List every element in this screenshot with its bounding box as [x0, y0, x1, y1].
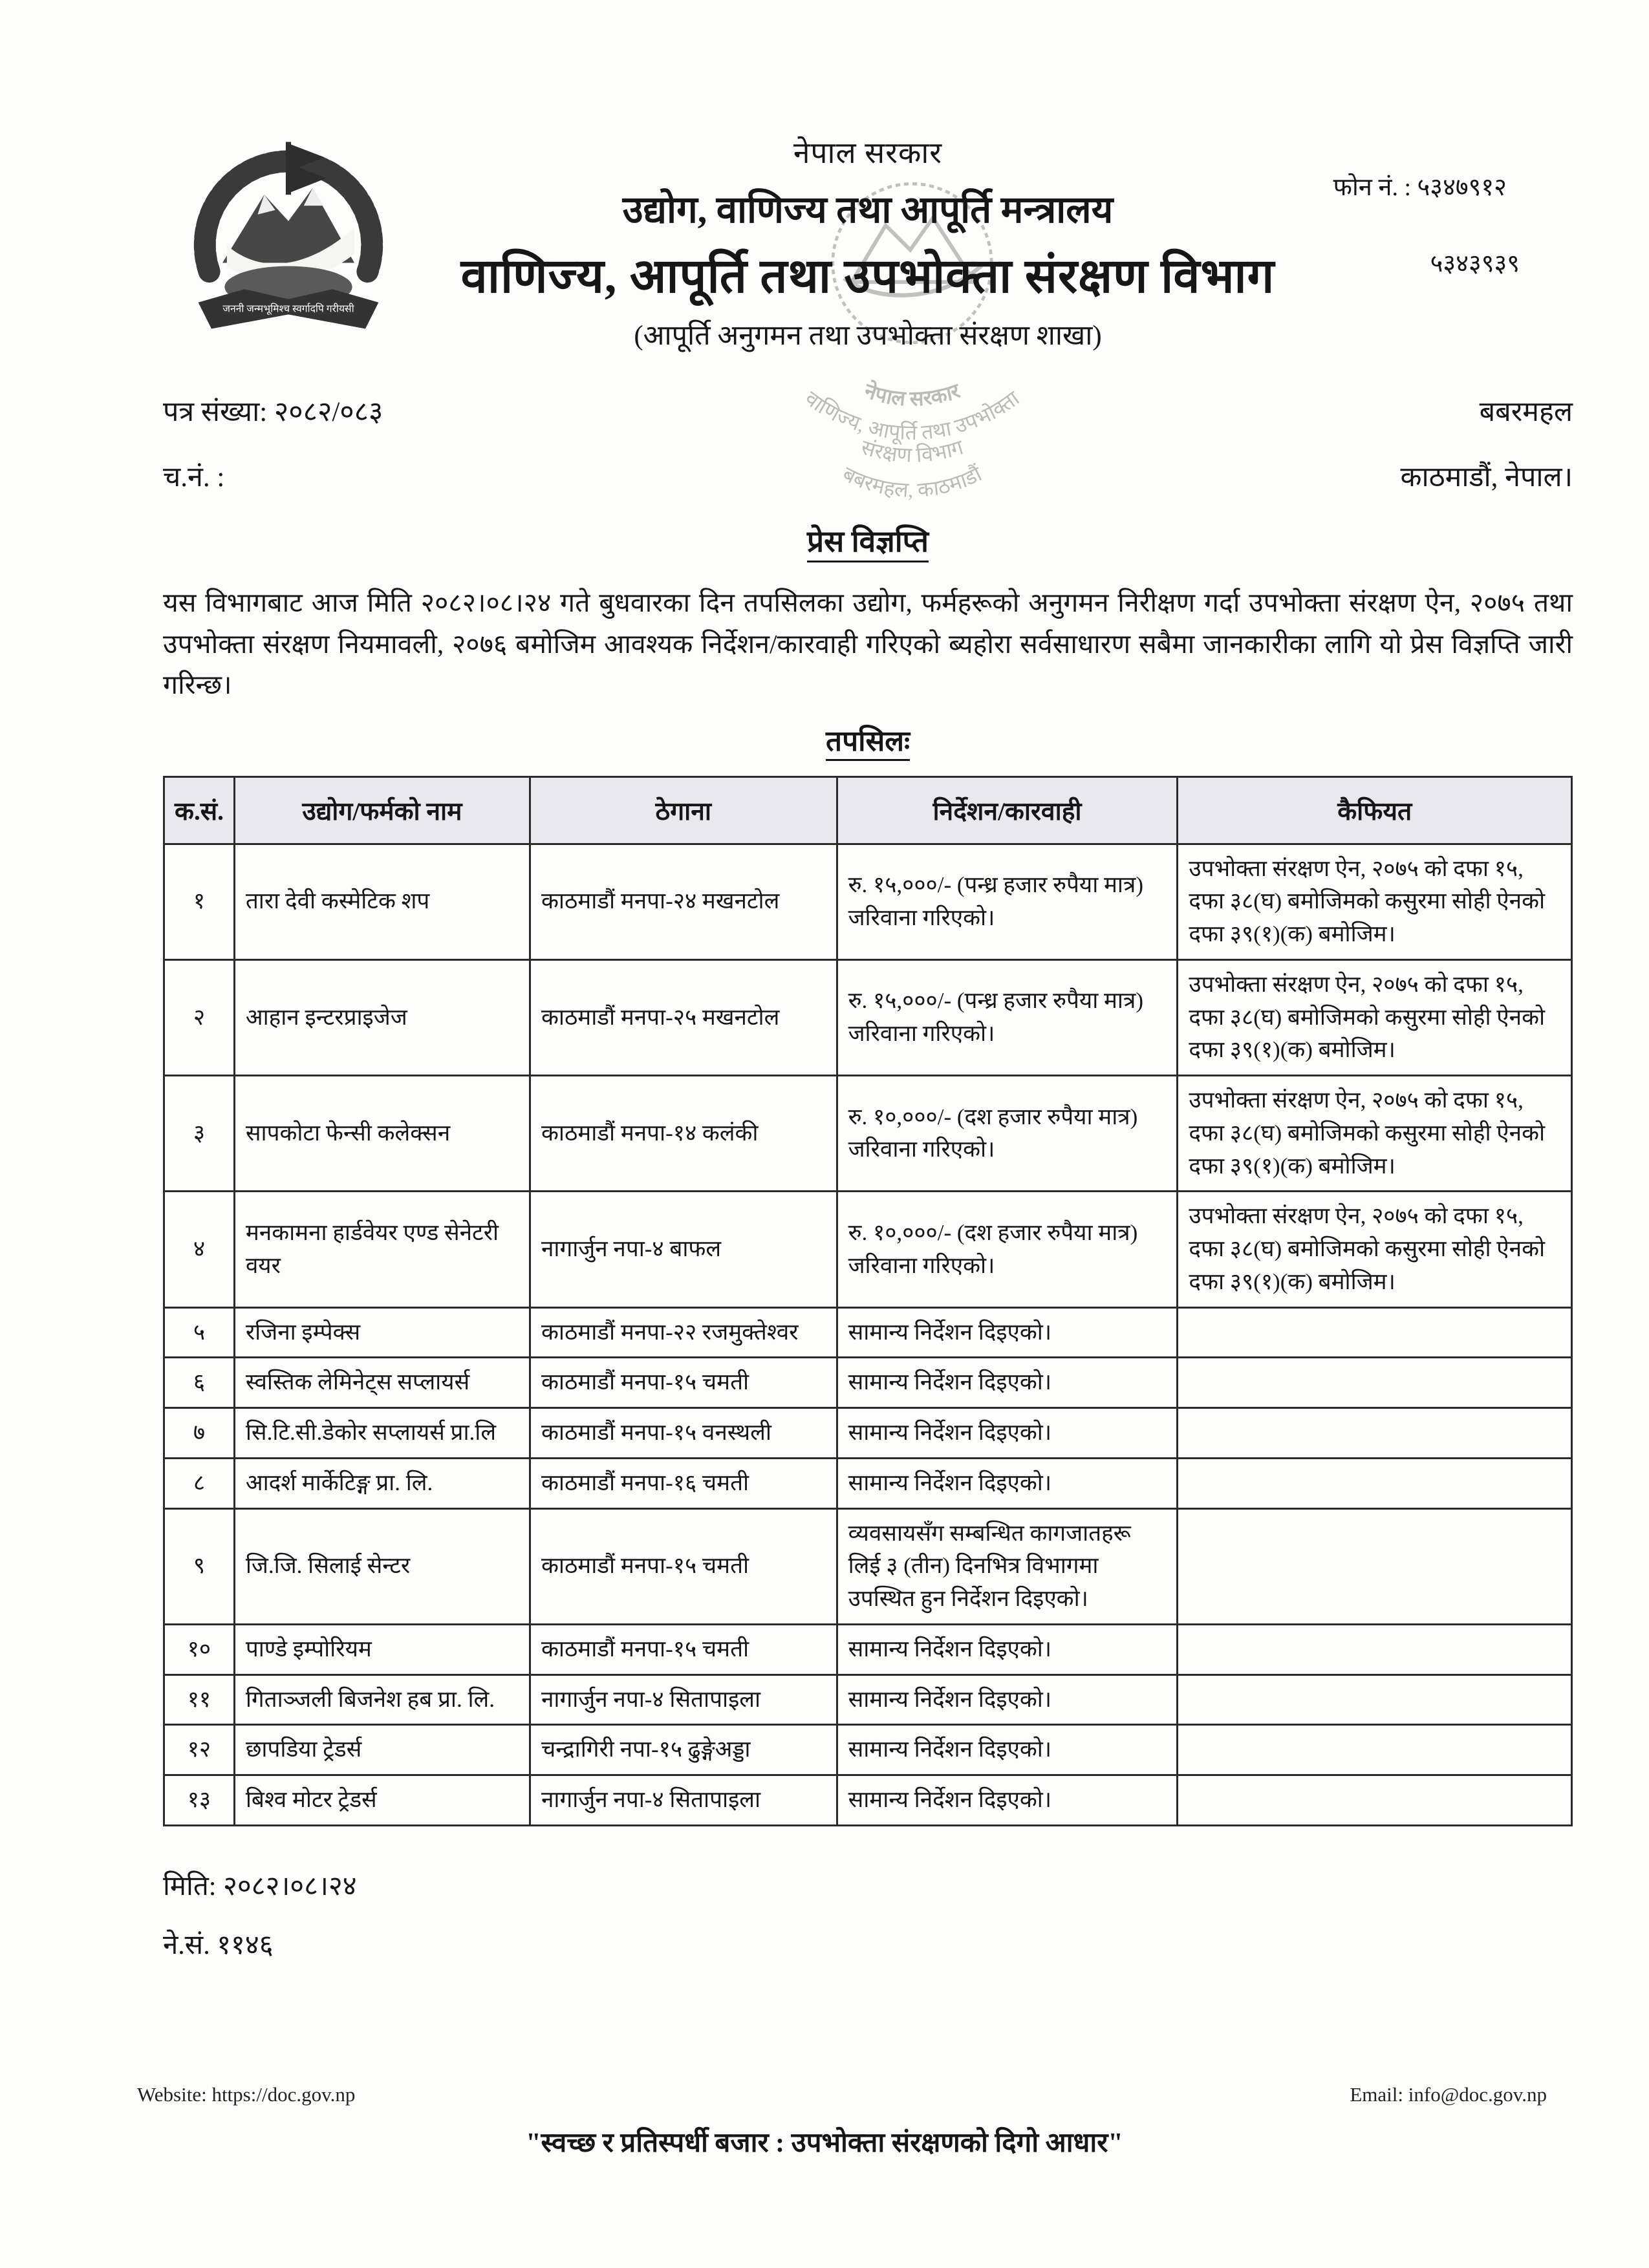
- table-cell: ४: [164, 1192, 235, 1307]
- table-cell: [1178, 1408, 1572, 1459]
- office-location: बबरमहल: [1479, 397, 1573, 428]
- table-cell: सामान्य निर्देशन दिइएको।: [837, 1408, 1178, 1459]
- table-cell: सामान्य निर्देशन दिइएको।: [837, 1307, 1178, 1358]
- table-cell: आदर्श मार्केटिङ्ग प्रा. लि.: [234, 1458, 530, 1508]
- footer-bar: [137, 2083, 1547, 2106]
- table-cell: [1178, 1458, 1572, 1508]
- table-cell: उपभोक्ता संरक्षण ऐन, २०७५ को दफा १५, दफा ३८(घ) बमोजिमको कसुरमा सोही ऐनको दफा ३९(१)(क) बमोजिम।: [1178, 844, 1572, 959]
- letter-number: पत्र संख्या: २०८२/०८३: [163, 397, 383, 428]
- website-link[interactable]: Website: https://doc.gov.np: [137, 2083, 356, 2106]
- table-cell: ७: [164, 1408, 235, 1459]
- dispatch-number: च.नं. :: [163, 462, 225, 493]
- table-cell: काठमाडौं मनपा-१४ कलंकी: [530, 1076, 837, 1192]
- stamp-line-3: संरक्षण विभाग: [858, 435, 966, 467]
- table-row: [164, 959, 1572, 1075]
- reference-row: [163, 391, 1573, 429]
- table-row: [164, 1408, 1572, 1459]
- table-cell: रु. १०,०००/- (दश हजार रुपैया मात्र) जरिवाना गरिएको।: [837, 1076, 1178, 1192]
- table-cell: बिश्व मोटर ट्रेडर्स: [234, 1775, 530, 1826]
- table-cell: ११: [164, 1674, 235, 1725]
- inspection-table: [163, 776, 1573, 1826]
- table-cell: गिताञ्जली बिजनेश हब प्रा. लि.: [234, 1674, 530, 1725]
- table-cell: ५: [164, 1307, 235, 1358]
- press-release-body: यस विभागबाट आज मिति २०८२।०८।२४ गते बुधवारका दिन तपसिलका उद्योग, फर्महरूको अनुगमन निरीक्षण गर्दा उपभोक्ता संरक्षण ऐन, २०७५ तथा उपभोक्ता संरक्षण नियमावली, २०७६ बमोजिम आवश्यक निर्देशन/कारवाही गरिएको ब्यहोरा सर्वसाधारण सबैमा जानकारीका लागि यो प्रेस विज्ञप्ति जारी गरिन्छ।: [163, 588, 1573, 700]
- table-cell: १२: [164, 1725, 235, 1775]
- table-header-cell: निर्देशन/कारवाही: [837, 776, 1178, 844]
- table-cell: [1178, 1307, 1572, 1358]
- table-cell: पाण्डे इम्पोरियम: [234, 1624, 530, 1674]
- table-cell: काठमाडौं मनपा-१५ चमती: [530, 1508, 837, 1624]
- table-cell: उपभोक्ता संरक्षण ऐन, २०७५ को दफा १५, दफा ३८(घ) बमोजिमको कसुरमा सोही ऐनको दफा ३९(१)(क) बमोजिम।: [1178, 1076, 1572, 1192]
- table-cell: रु. १५,०००/- (पन्ध्र हजार रुपैया मात्र) जरिवाना गरिएको।: [837, 844, 1178, 959]
- table-cell: [1178, 1674, 1572, 1725]
- table-header-row: [164, 776, 1572, 844]
- table-cell: काठमाडौं मनपा-२२ रजमुक्तेश्वर: [530, 1307, 837, 1358]
- table-header-cell: क.सं.: [164, 776, 235, 844]
- table-header-cell: ठेगाना: [530, 776, 837, 844]
- table-cell: आहान इन्टरप्राइजेज: [234, 959, 530, 1075]
- table-cell: सामान्य निर्देशन दिइएको।: [837, 1358, 1178, 1408]
- table-cell: [1178, 1358, 1572, 1408]
- footer-slogan: "स्वच्छ र प्रतिस्पर्धी बजार : उपभोक्ता संरक्षणको दिगो आधार": [526, 2128, 1123, 2158]
- table-cell: स्वस्तिक लेमिनेट्स सप्लायर्स: [234, 1358, 530, 1408]
- stamp-line-4: बबरमहल, काठमाडौं: [839, 462, 986, 502]
- table-cell: रु. १५,०००/- (पन्ध्र हजार रुपैया मात्र) जरिवाना गरिएको।: [837, 959, 1178, 1075]
- table-cell: ९: [164, 1508, 235, 1624]
- table-cell: १०: [164, 1624, 235, 1674]
- department-name: वाणिज्य, आपूर्ति तथा उपभोक्ता संरक्षण विभाग: [460, 250, 1275, 304]
- emblem-motto: जननी जन्मभूमिश्च स्वर्गादपि गरीयसी: [222, 303, 354, 315]
- table-cell: ८: [164, 1458, 235, 1508]
- table-cell: काठमाडौं मनपा-१५ चमती: [530, 1624, 837, 1674]
- table-cell: काठमाडौं मनपा-१५ चमती: [530, 1358, 837, 1408]
- table-cell: काठमाडौं मनपा-२५ मखनटोल: [530, 959, 837, 1075]
- table-cell: सामान्य निर्देशन दिइएको।: [837, 1624, 1178, 1674]
- table-body: [164, 844, 1572, 1825]
- press-release-title-wrap: [163, 520, 1573, 561]
- table-row: [164, 1725, 1572, 1775]
- stamp-line-2: वाणिज्य, आपूर्ति तथा उपभोक्ता: [801, 386, 1024, 445]
- ministry-name: उद्योग, वाणिज्य तथा आपूर्ति मन्त्रालय: [622, 188, 1114, 231]
- nepal-sambat-number: ने.सं. ११४६: [163, 1930, 274, 1960]
- table-cell: नागार्जुन नपा-४ बाफल: [530, 1192, 837, 1307]
- issue-date: मिति: २०८२।०८।२४: [163, 1871, 357, 1901]
- table-cell: उपभोक्ता संरक्षण ऐन, २०७५ को दफा १५, दफा ३८(घ) बमोजिमको कसुरमा सोही ऐनको दफा ३९(१)(क) बमोजिम।: [1178, 959, 1572, 1075]
- table-cell: सामान्य निर्देशन दिइएको।: [837, 1775, 1178, 1826]
- table-cell: सापकोटा फेन्सी कलेक्सन: [234, 1076, 530, 1192]
- table-row: [164, 1624, 1572, 1674]
- dispatch-row: [163, 456, 1573, 495]
- table-cell: २: [164, 959, 235, 1075]
- table-cell: चन्द्रागिरी नपा-१५ ढुङ्गेअड्डा: [530, 1725, 837, 1775]
- table-cell: तारा देवी कस्मेटिक शप: [234, 844, 530, 959]
- office-city: काठमाडौं, नेपाल।: [1400, 462, 1573, 493]
- table-cell: काठमाडौं मनपा-१६ चमती: [530, 1458, 837, 1508]
- table-cell: काठमाडौं मनपा-१५ वनस्थली: [530, 1408, 837, 1459]
- table-cell: जि.जि. सिलाई सेन्टर: [234, 1508, 530, 1624]
- table-row: [164, 1358, 1572, 1408]
- table-cell: रजिना इम्पेक्स: [234, 1307, 530, 1358]
- table-cell: छापडिया ट्रेडर्स: [234, 1725, 530, 1775]
- table-row: [164, 1076, 1572, 1192]
- table-row: [164, 1307, 1572, 1358]
- table-row: [164, 1674, 1572, 1725]
- table-cell: [1178, 1624, 1572, 1674]
- table-cell: ६: [164, 1358, 235, 1408]
- table-cell: नागार्जुन नपा-४ सितापाइला: [530, 1775, 837, 1826]
- table-row: [164, 844, 1572, 959]
- table-cell: काठमाडौं मनपा-२४ मखनटोल: [530, 844, 837, 959]
- table-row: [164, 1458, 1572, 1508]
- table-header-cell: कैफियत: [1178, 776, 1572, 844]
- government-name: नेपाल सरकार: [793, 136, 943, 169]
- table-cell: सामान्य निर्देशन दिइएको।: [837, 1674, 1178, 1725]
- table-cell: सि.टि.सी.डेकोर सप्लायर्स प्रा.लि: [234, 1408, 530, 1459]
- table-title: तपसिलः: [826, 725, 910, 761]
- table-cell: ३: [164, 1076, 235, 1192]
- branch-name: (आपूर्ति अनुगमन तथा उपभोक्ता संरक्षण शाखा): [634, 320, 1102, 351]
- table-row: [164, 1775, 1572, 1826]
- table-cell: [1178, 1725, 1572, 1775]
- table-title-wrap: [163, 720, 1573, 759]
- phone-number-1: फोन नं. : ५३४७९१२: [1333, 174, 1507, 201]
- table-cell: १३: [164, 1775, 235, 1826]
- table-cell: [1178, 1775, 1572, 1826]
- phone-number-2: ५३४३९३९: [1430, 250, 1520, 277]
- table-cell: उपभोक्ता संरक्षण ऐन, २०७५ को दफा १५, दफा ३८(घ) बमोजिमको कसुरमा सोही ऐनको दफा ३९(१)(क) बमोजिम।: [1178, 1192, 1572, 1307]
- table-cell: १: [164, 844, 235, 959]
- press-release-title: प्रेस विज्ञप्ति: [807, 525, 929, 562]
- table-cell: सामान्य निर्देशन दिइएको।: [837, 1725, 1178, 1775]
- table-cell: मनकामना हार्डवेयर एण्ड सेनेटरी वयर: [234, 1192, 530, 1307]
- letterhead: [163, 0, 1573, 351]
- email-link[interactable]: Email: info@doc.gov.np: [1350, 2083, 1547, 2106]
- table-cell: [1178, 1508, 1572, 1624]
- table-cell: व्यवसायसँग सम्बन्धित कागजातहरू लिई ३ (तीन) दिनभित्र विभागमा उपस्थित हुन निर्देशन दिइएको।: [837, 1508, 1178, 1624]
- table-row: [164, 1508, 1572, 1624]
- table-cell: सामान्य निर्देशन दिइएको।: [837, 1458, 1178, 1508]
- table-cell: रु. १०,०००/- (दश हजार रुपैया मात्र) जरिवाना गरिएको।: [837, 1192, 1178, 1307]
- table-cell: नागार्जुन नपा-४ सितापाइला: [530, 1674, 837, 1725]
- table-row: [164, 1192, 1572, 1307]
- table-header-cell: उद्योग/फर्मको नाम: [234, 776, 530, 844]
- stamp-line-1: नेपाल सरकार: [861, 378, 963, 411]
